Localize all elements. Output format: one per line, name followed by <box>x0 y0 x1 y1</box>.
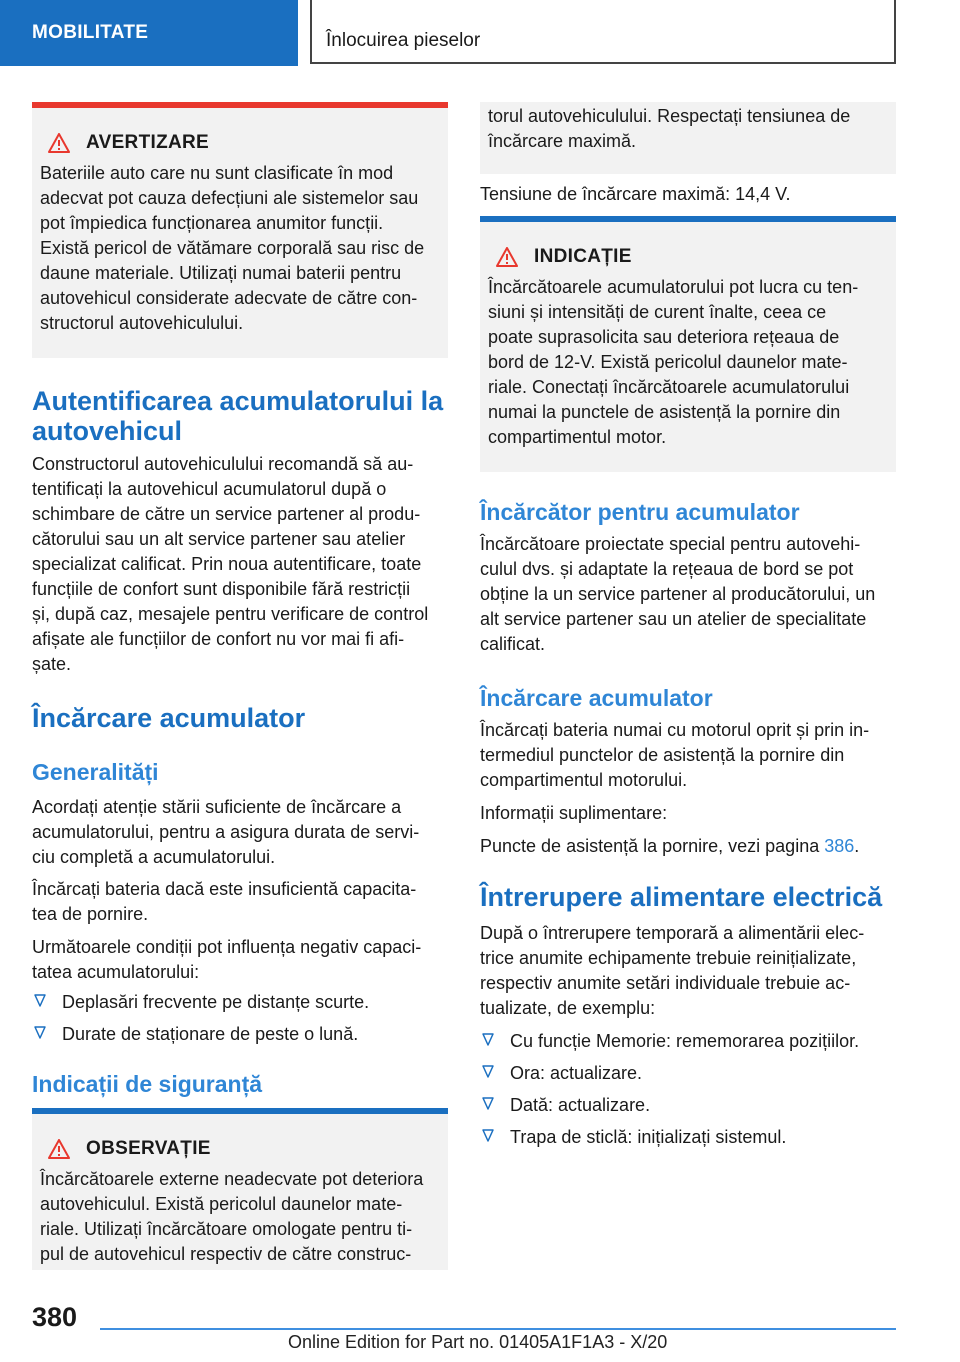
triangle-bullet-icon <box>482 1065 494 1079</box>
notice-box-continued <box>480 102 896 174</box>
list-item: Durate de staționare de peste o lună. <box>32 1022 448 1047</box>
notice-text: Încărcătoarele externe neadecvate pot deteriora autovehiculul. Există pericolul daunelor mate- riale. Utilizați încărcătoare omologate pentru ti- pul de autovehicul respectiv de către construc- <box>40 1169 424 1264</box>
warning-text: Bateriile auto care nu sunt clasificate în mod adecvat pot cauza defecțiuni ale sistemelor sau pot împiedica funcționarea anumitor funcții. Există pericol de vătămare corporală sau risc de daune materiale. Utilizați numai baterii pentru autovehicul considerate adecvate de către con- structorul autovehiculului. <box>40 163 425 333</box>
auth-heading: Autentificarea acumulatorului la autovehicul <box>32 386 444 446</box>
indication-title: INDICAȚIE <box>488 244 888 269</box>
warning-title: AVERTIZARE <box>40 130 440 155</box>
list-item: Dată: actualizare. <box>480 1093 896 1118</box>
footer-divider <box>100 1328 896 1330</box>
general-heading: Generalități <box>32 759 159 785</box>
warning-triangle-icon <box>496 247 518 267</box>
notice-continued-text: torul autovehiculului. Respectați tensiunea de încărcare maximă. <box>488 106 851 151</box>
chapter-title: Înlocuirea pieselor <box>310 0 896 64</box>
charger-heading: Încărcător pentru acumulator <box>480 499 800 525</box>
reinit-list <box>480 1029 896 1157</box>
warning-triangle-icon <box>48 133 70 153</box>
reference-text: Puncte de asistență la pornire, vezi pagina 386. <box>480 836 860 856</box>
section-tab: MOBILITATE <box>0 0 298 66</box>
indication-text: Încărcătoarele acumulatorului pot lucra cu ten- siuni și intensități de curent înalte, ceea ce poate suprasolicita sau deteriora rețeaua de bord de 12-V. Există pericolul daunelor mate- riale. Conectați încărcătoarele acumulatorului numai la punctele de asistență la pornire din compartimentul motor. <box>488 277 859 447</box>
more-info-label: Informații suplimentare: <box>480 803 668 823</box>
list-item: Trapa de sticlă: inițializați sistemul. <box>480 1125 896 1150</box>
max-voltage-text: Tensiune de încărcare maximă: 14,4 V. <box>480 184 791 204</box>
notice-title: OBSERVAȚIE <box>40 1136 440 1161</box>
page-header <box>0 0 960 66</box>
warning-box <box>32 102 448 358</box>
charging-heading: Încărcare acumulator <box>32 703 306 733</box>
triangle-bullet-icon <box>482 1129 494 1143</box>
conditions-list <box>32 990 448 1054</box>
safety-heading: Indicații de siguranță <box>32 1071 263 1097</box>
page-link[interactable]: 386 <box>824 836 855 856</box>
triangle-bullet-icon <box>34 1026 46 1040</box>
auth-text: Constructorul autovehiculului recomandă să au- tentificați la autovehicul acumulatorul după o schimbare de către un service partener al produ- cătorului sau un alt service partener sau atelier specializat calificat. Prin noua autentificare, toate funcțiile de confort sunt disponibile fără restricții și, după caz, mesajele pentru verificare de control afișate ale funcțiilor de confort nu vor mai fi afi- șate. <box>32 454 429 674</box>
charger-text: Încărcătoare proiectate special pentru autovehi- culul dvs. și adaptate la rețeaua de bord se pot obține la un service partener al producătorului, un alt service partener sau un atelier de specialitate calificat. <box>480 534 876 654</box>
charge-heading: Încărcare acumulator <box>480 685 713 711</box>
list-item: Ora: actualizare. <box>480 1061 896 1086</box>
triangle-bullet-icon <box>482 1097 494 1111</box>
power-interruption-heading: Întrerupere alimentare electrică <box>480 882 883 912</box>
page-number: 380 <box>32 1302 78 1332</box>
power-interruption-text: După o întrerupere temporară a alimentării elec- trice anumite echipamente trebuie reinițializate, respectiv anumite setări individuale trebuie ac- tualizate, de exemplu: <box>480 923 865 1018</box>
list-item: Deplasări frecvente pe distanțe scurte. <box>32 990 448 1015</box>
triangle-bullet-icon <box>482 1033 494 1047</box>
warning-triangle-icon <box>48 1139 70 1159</box>
triangle-bullet-icon <box>34 994 46 1008</box>
list-item: Cu funcție Memorie: rememorarea pozițiilor. <box>480 1029 896 1054</box>
general-text-3: Următoarele condiții pot influența negativ capaci- tatea acumulatorului: <box>32 937 422 982</box>
notice-box <box>32 1108 448 1270</box>
edition-note: Online Edition for Part no. 01405A1F1A3 - X/20 <box>288 1332 668 1352</box>
charge-text: Încărcați bateria numai cu motorul oprit și prin in- termediul punctelor de asistență la pornire din compartimentul motorului. <box>480 720 870 790</box>
general-text-2: Încărcați bateria dacă este insuficientă capacita- tea de pornire. <box>32 879 417 924</box>
indication-box <box>480 216 896 472</box>
general-text-1: Acordați atenție stării suficiente de încărcare a acumulatorului, pentru a asigura durata de servi- ciu completă a acumulatorului. <box>32 797 420 867</box>
